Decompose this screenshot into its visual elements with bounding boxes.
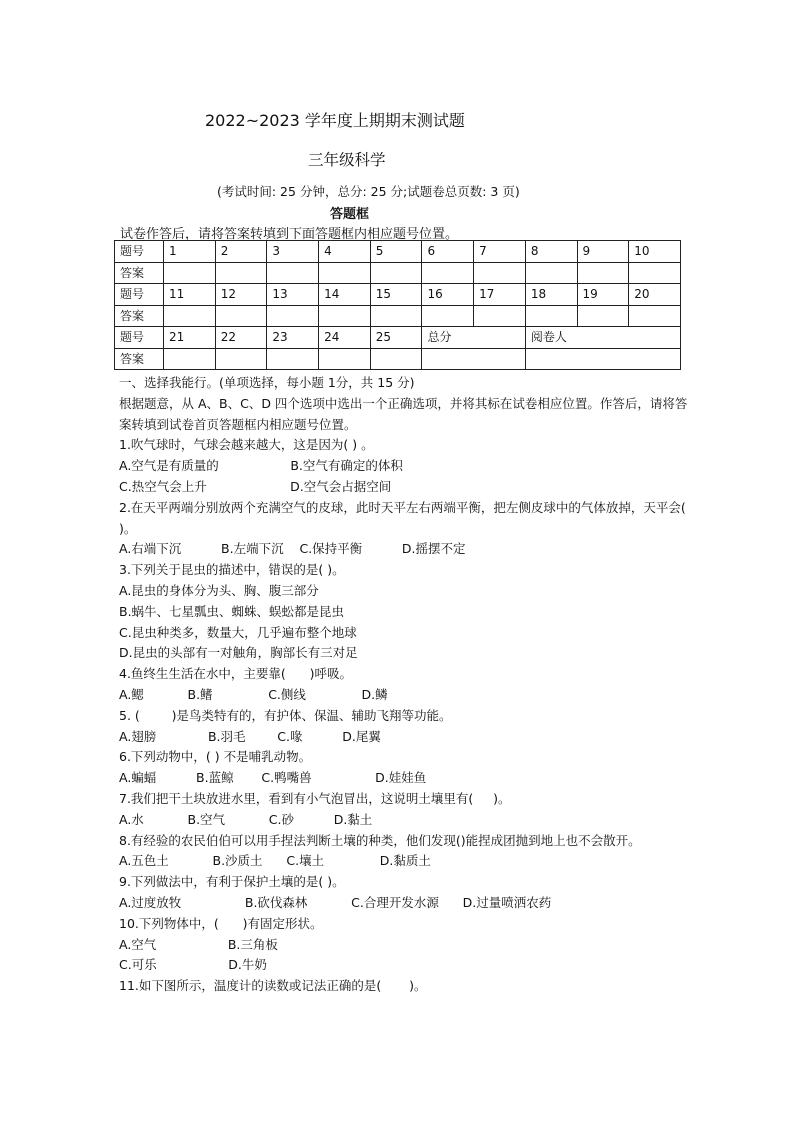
question-number: 16	[422, 284, 474, 306]
option-line: A.昆虫的身体分为头、胸、腹三部分	[119, 582, 319, 598]
question-number: 13	[267, 284, 319, 306]
answer-cell[interactable]	[370, 305, 422, 327]
question-number: 1	[164, 241, 216, 263]
option-line: A.过度放牧 B.砍伐森林 C.合理开发水源 D.过量喷洒农药	[119, 894, 552, 910]
question-number: 22	[215, 327, 267, 349]
answer-cell[interactable]	[164, 262, 216, 284]
answer-cell[interactable]	[164, 348, 216, 370]
question-number: 10	[629, 241, 681, 263]
total-score-cell[interactable]	[422, 348, 525, 370]
question-number: 15	[370, 284, 422, 306]
row-label-answer: 答案	[115, 305, 164, 327]
option-line: A.蝙蝠 B.蓝鲸 C.鸭嘴兽 D.娃娃鱼	[119, 770, 427, 786]
option-line: A.右端下沉 B.左端下沉 C.保持平衡 D.摇摆不定	[119, 541, 466, 557]
question-number: 3	[267, 241, 319, 263]
answer-cell[interactable]	[164, 305, 216, 327]
row-label-number: 题号	[115, 327, 164, 349]
question-text: 2.在天平两端分别放两个充满空气的皮球，此时天平左右两端平衡，把左侧皮球中的气体放掉，天平会( )。	[119, 499, 686, 536]
question-section	[119, 373, 689, 997]
option-line: D.昆虫的头部有一对触角，胸部长有三对足	[119, 645, 358, 661]
answer-cell[interactable]	[370, 262, 422, 284]
row-label-answer: 答案	[115, 262, 164, 284]
answer-cell[interactable]	[474, 305, 526, 327]
question-number: 14	[319, 284, 371, 306]
option-line: C.可乐 D.牛奶	[119, 957, 267, 973]
option-line: B.蜗牛、七星瓢虫、蜘蛛、蜈蚣都是昆虫	[119, 603, 345, 619]
section-heading: 一、选择我能行。(单项选择，每小题 1分，共 15 分)	[119, 375, 415, 390]
grader-cell[interactable]	[525, 348, 680, 370]
answer-cell[interactable]	[474, 262, 526, 284]
answer-cell[interactable]	[215, 348, 267, 370]
answer-cell[interactable]	[215, 262, 267, 284]
question-number: 8	[525, 241, 577, 263]
answer-cell[interactable]	[319, 305, 371, 327]
answer-cell[interactable]	[319, 348, 371, 370]
question-text: 8.有经验的农民伯伯可以用手捏法判断土壤的种类，他们发现()能捏成团抛到地上也不会散开。	[119, 832, 641, 848]
question-text: 6.下列动物中，( ) 不是哺乳动物。	[119, 749, 312, 765]
question-number: 11	[164, 284, 216, 306]
table-row	[115, 327, 681, 349]
question-number: 19	[577, 284, 629, 306]
answer-cell[interactable]	[525, 305, 577, 327]
question-text: 5. ( )是鸟类特有的，有护体、保温、辅助飞翔等功能。	[119, 707, 452, 723]
question-number: 7	[474, 241, 526, 263]
row-label-number: 题号	[115, 284, 164, 306]
table-row	[115, 262, 681, 284]
table-row	[115, 305, 681, 327]
answer-cell[interactable]	[422, 262, 474, 284]
question-number: 6	[422, 241, 474, 263]
question-text: 9.下列做法中，有利于保护土壤的是( )。	[119, 874, 345, 890]
answer-cell[interactable]	[577, 305, 629, 327]
table-row	[115, 348, 681, 370]
exam-subtitle: 三年级科学	[308, 151, 386, 169]
question-number: 23	[267, 327, 319, 349]
answer-cell[interactable]	[629, 262, 681, 284]
row-label-number: 题号	[115, 241, 164, 263]
answer-box-title: 答题框	[330, 207, 370, 222]
question-number: 4	[319, 241, 371, 263]
question-number: 17	[474, 284, 526, 306]
question-text: 7.我们把干土块放进水里，看到有小气泡冒出，这说明土壤里有( )。	[119, 790, 511, 806]
question-number: 20	[629, 284, 681, 306]
row-label-answer: 答案	[115, 348, 164, 370]
option-line: C.昆虫种类多，数量大，几乎遍布整个地球	[119, 624, 357, 640]
table-row	[115, 241, 681, 263]
answer-cell[interactable]	[629, 305, 681, 327]
question-number: 2	[215, 241, 267, 263]
table-row	[115, 284, 681, 306]
question-number: 24	[319, 327, 371, 349]
question-text: 4.鱼终生生活在水中，主要靠( )呼吸。	[119, 666, 353, 682]
question-text: 1.吹气球时，气球会越来越大，这是因为( ) 。	[119, 437, 374, 453]
question-number: 25	[370, 327, 422, 349]
question-number: 12	[215, 284, 267, 306]
option-line: A.翅膀 B.羽毛 C.喙 D.尾翼	[119, 728, 381, 744]
question-text: 3.下列关于昆虫的描述中，错误的是( )。	[119, 562, 345, 578]
question-number: 21	[164, 327, 216, 349]
question-text: 11.如下图所示，温度计的读数或记法正确的是( )。	[119, 978, 427, 994]
option-line: C.热空气会上升 D.空气会占据空间	[119, 478, 392, 494]
answer-cell[interactable]	[525, 262, 577, 284]
option-line: A.空气是有质量的 B.空气有确定的体积	[119, 458, 403, 474]
exam-title: 2022~2023 学年度上期期末测试题	[205, 111, 465, 130]
answer-cell[interactable]	[577, 262, 629, 284]
answer-cell[interactable]	[319, 262, 371, 284]
option-line: A.五色土 B.沙质土 C.壤土 D.黏质土	[119, 853, 431, 869]
answer-cell[interactable]	[370, 348, 422, 370]
option-line: A.鳃 B.鳍 C.侧线 D.鳞	[119, 686, 388, 702]
question-text: 10.下列物体中，( )有固定形状。	[119, 915, 323, 931]
section-instructions: 根据题意，从 A、B、C、D 四个选项中选出一个正确选项，并将其标在试卷相应位置。作答后，请将答案转填到试卷首页答题框内相应题号位置。	[119, 395, 688, 432]
option-line: A.水 B.空气 C.砂 D.黏土	[119, 811, 373, 827]
answer-table	[114, 240, 681, 370]
answer-cell[interactable]	[215, 305, 267, 327]
answer-box-instruction: 试卷作答后，请将答案转填到下面答题框内相应题号位置。	[120, 227, 459, 242]
answer-cell[interactable]	[267, 262, 319, 284]
answer-cell[interactable]	[422, 305, 474, 327]
question-number: 9	[577, 241, 629, 263]
grader-label: 阅卷人	[525, 327, 680, 349]
option-line: A.空气 B.三角板	[119, 936, 278, 952]
total-score-label: 总分	[422, 327, 525, 349]
exam-info: (考试时间: 25 分钟，总分: 25 分;试题卷总页数: 3 页)	[217, 184, 520, 199]
question-number: 5	[370, 241, 422, 263]
answer-cell[interactable]	[267, 348, 319, 370]
question-number: 18	[525, 284, 577, 306]
answer-cell[interactable]	[267, 305, 319, 327]
